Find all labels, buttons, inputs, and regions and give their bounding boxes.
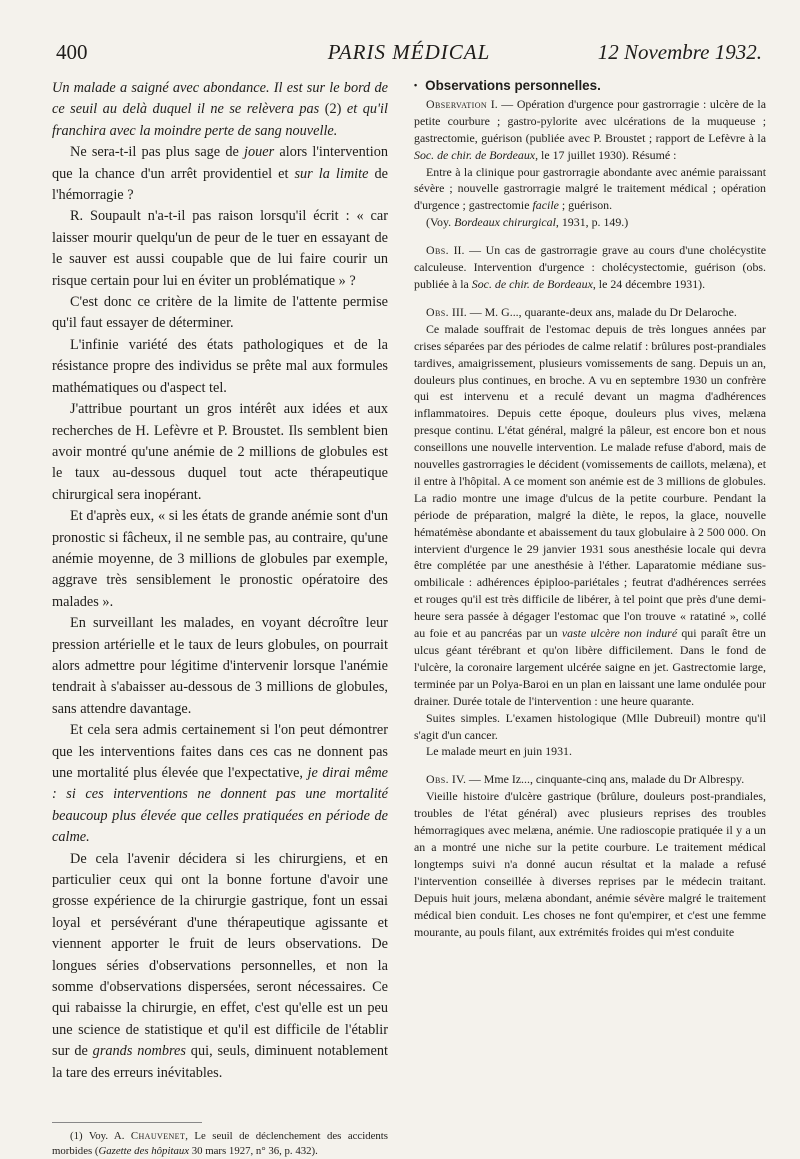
footnote: (1) Voy. A. Chauvenet, Le seuil de déclenchement des accidents morbides (Gazette des hôpitaux 30 mars 1927, n° 36, p. 432). <box>52 1130 389 1158</box>
running-header <box>56 40 762 74</box>
section-heading: • Observations personnelles. <box>414 78 601 93</box>
right-column <box>414 78 766 1146</box>
page-number: 400 <box>56 40 88 64</box>
spacer <box>414 760 766 771</box>
paragraph-4: C'est donc ce critère de la limite de l'attente permise qu'il faut essayer de déterminer. <box>52 294 388 332</box>
paragraph-9: Et cela sera admis certainement si l'on peut démontrer que les interventions faites dans ces cas ne donnent pas une mortalité plus élevée que l'expectative, je dirai même : si ces interventions ne donnent pas une mortalité beaucoup plus élevée que celles pratiquées en période de calme. <box>52 722 388 846</box>
spacer <box>414 231 766 242</box>
issue-date: 12 Novembre 1932. <box>597 40 762 64</box>
paragraph-6: J'attribue pourtant un gros intérêt aux idées et aux recherches de H. Lefèvre et P. Broustet. Ils semblent bien avoir montré qu'une anémie de 2 millions de globules est le taux au-dessous duquel tout acte thérapeutique chirurgical sera inopérant. <box>52 401 388 503</box>
paragraph-7: Et d'après eux, « si les états de grande anémie sont d'un pronostic si fâcheux, il ne semble pas, au contraire, qu'une anémie moyenne, de 3 millions de globules par exemple, aggrave très sensiblement le pronostic opératoire des malades ». <box>52 508 388 610</box>
footnote-rule <box>52 1122 202 1129</box>
observation-2: Obs. II. — Un cas de gastrorragie grave au cours d'une cholécystite calculeuse. Intervention d'urgence : cholécystectomie, guérison (obs. publiée à la Soc. de chir. de Bordeaux, le 24 décembre 1931). <box>414 243 766 291</box>
paragraph-1: Un malade a saigné avec abondance. Il est sur le bord de ce seuil au delà duquel il ne se relèvera pas (2) et qu'il franchira avec la moindre perte de sang nouvelle. <box>52 80 388 139</box>
spacer <box>414 293 766 304</box>
observation-3-outcome: Le malade meurt en juin 1931. <box>426 744 572 759</box>
observation-4: Obs. IV. — Mme Iz..., cinquante-cinq ans, malade du Dr Albrespy. <box>426 772 745 787</box>
paragraph-3: R. Soupault n'a-t-il pas raison lorsqu'il écrit : « car laisser mourir quelqu'un de peur de le tuer en essayant de le sauver est aussi coupable que de lui faire courir un risque certain pour lui en éviter un problématique » ? <box>52 208 388 289</box>
paragraph-5: L'infinie variété des états pathologiques et de la résistance propre des individus se prête mal aux formules mathématiques ou d'aspect tel. <box>52 336 388 396</box>
paragraph-8: En surveillant les malades, en voyant décroître leur pression artérielle et le taux de leurs globules, on pourrait alors admettre pour légitime d'intervenir lorsque l'anémie tendrait à s'abaisser au-dessous de 3 millions de globules, sans attendre davantage. <box>52 615 388 717</box>
observation-3: Obs. III. — M. G..., quarante-deux ans, malade du Dr Delaroche. <box>426 304 737 319</box>
paragraph-10: De cela l'avenir décidera si les chirurgiens, et en particulier ceux qui ont la bonne fortune d'avoir une grosse expérience de la chirurgie gastrique, font un essai loyal et persévérant d'une thérapeutique agissante et viennent apporter le fruit de leurs observations. De longues séries d'observations personnelles, et non la somme d'observations dispersées, seront nécessaires. Ce qui rabaisse la chirurgie, en effet, c'est qu'elle est un peu une science de statistique et qu'il est difficile de l'établir sur de grands nombres qui, seuls, diminuent notablement la tare des erreurs inévitables. <box>52 850 388 1081</box>
journal-title: PARIS MÉDICAL <box>327 40 491 64</box>
bullet-icon: • <box>414 80 418 90</box>
observation-1-reference: (Voy. Bordeaux chirurgical, 1931, p. 149.) <box>426 215 629 230</box>
observation-4-history: Vieille histoire d'ulcère gastrique (brûlure, douleurs post-prandiales, troubles de l'état général) avec plusieurs reprises des troubles hémorragiques avec melæna, anémie. Une radioscopie pratiquée il y a un an a montré une niche sur la petite courbure. Le traitement médical longtemps suivi n'a donné aucun résultat et la malade a refusé l'intervention conseillée à diverses reprises par le médecin traitant. Depuis huit jours, melæna abondant, anémie sévère malgré le traitement médical bien conduit. Les choses ne font qu'empirer, et c'est une femme mourante, au pouls filant, aux extrémités froides qui m'est conduite <box>414 789 766 939</box>
observation-1-summary: Entre à la clinique pour gastrorragie abondante avec anémie paraissant sévère ; nouvelle gastrorragie malgré le traitement médical ; opération d'urgence ; gastrectomie facile ; guérison. <box>414 164 766 213</box>
paragraph-2: Ne sera-t-il pas plus sage de jouer alors l'intervention que la chance d'un arrêt providentiel et sur la limite de l'hémorragie ? <box>52 144 388 204</box>
observation-3-history: Ce malade souffrait de l'estomac depuis de très longues années par crises séparées par des périodes de calme relatif : brûlures post-prandiales tardives, amaigrissement, plusieurs vomissements de sang. Depuis un an, douleurs plus continues, en broche. A vu en septembre 1930 un confrère qui est intervenu et a reculé devant un magma d'adhérences inflammatoires. Depuis cette époque, douleurs plus vives, melæna presque continu. L'état général, malgré la pâleur, est encore bon et nous conseillons une nouvelle intervention. Le malade refuse d'abord, mais de nouvelles gastrorragies le décident (vomissements de caillots, melæna), et il entre à l'hôpital. A ce moment son anémie est de 3 millions de globules. La radio montre une image d'ulcus de la petite courbure. Pendant la période de préparation, malgré la diète, le repos, la glace, nouvelle hématémèse abondante et abaissement du taux globulaire à 2 500 000. On intervient d'urgence le 29 janvier 1931 sous anesthésie locale qui devra être complétée par une anesthésie à l'éther. Laparatomie médiane sus-ombilicale : adhérences épiploo-pariétales ; feutrat d'adhérences serrées et rouges qu'il est très difficile de libérer, à tel point que près d'une demi-heure sera passée à dégager l'estomac que l'on trouve « ratatiné », collé au foie et au pancréas par un vaste ulcère non induré qui paraît être un ulcus géant térébrant et qu'on libère difficilement. Dans le fond de l'ulcère, la coronaire largement ulcérée saigne en jet. Gastrectomie large, terminée par un Polya-Baroi en un plan en laissant une lame ondulée pour drainer. Durée totale de l'intervention : une heure quarante. <box>414 321 766 708</box>
observation-3-followup: Suites simples. L'examen histologique (Mlle Dubreuil) montre qu'il s'agit d'un cancer. <box>414 710 766 742</box>
left-column <box>52 78 389 1158</box>
observation-1: Observation I. — Opération d'urgence pour gastrorragie : ulcère de la petite courbure ; gastro-pylorite avec ulcérations de la muqueuse ; gastrectomie, guérison (publiée avec P. Broustet ; rapport de Lefèvre à la Soc. de chir. de Bordeaux, le 17 juillet 1930). Résumé : <box>414 96 766 162</box>
